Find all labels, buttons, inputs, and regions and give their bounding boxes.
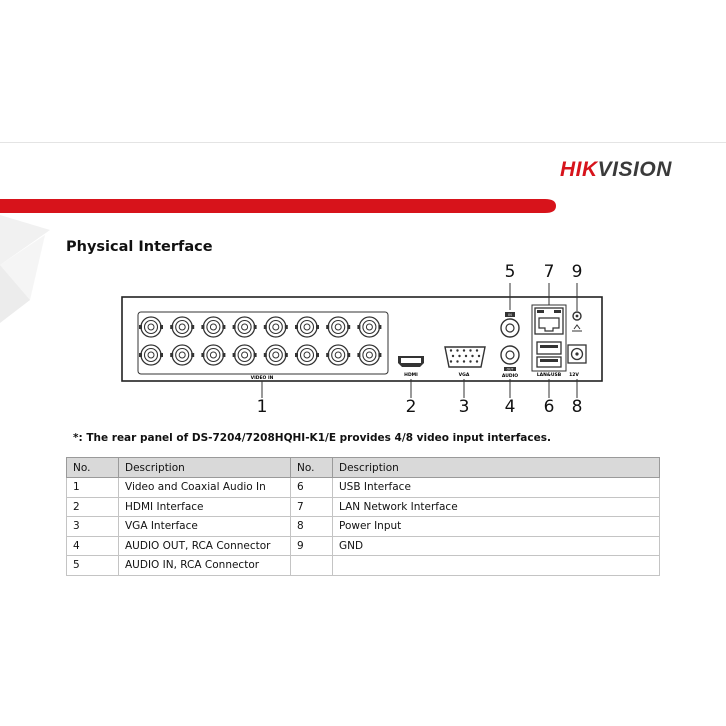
vga-pin bbox=[478, 355, 480, 357]
cell-description: LAN Network Interface bbox=[333, 497, 660, 517]
callout-5: 5 bbox=[504, 262, 516, 282]
vga-pin bbox=[476, 360, 478, 362]
callout-6: 6 bbox=[543, 397, 555, 417]
vga-pin bbox=[450, 349, 452, 351]
table-row bbox=[67, 497, 660, 517]
cell-no: 3 bbox=[67, 517, 119, 537]
cell-description: AUDIO OUT, RCA Connector bbox=[119, 536, 291, 556]
vga-pin bbox=[456, 360, 458, 362]
cell-description: AUDIO IN, RCA Connector bbox=[119, 556, 291, 576]
vga-pin bbox=[463, 349, 465, 351]
cell-no bbox=[291, 556, 333, 576]
bnc-connector bbox=[326, 345, 350, 365]
vga-pin bbox=[465, 355, 467, 357]
vga-pin bbox=[450, 360, 452, 362]
power-jack bbox=[568, 345, 586, 363]
vga-pin bbox=[476, 349, 478, 351]
cell-no: 4 bbox=[67, 536, 119, 556]
bnc-connector bbox=[264, 345, 288, 365]
bnc-connector bbox=[357, 345, 381, 365]
callout-7: 7 bbox=[543, 262, 555, 282]
header-description-1: Description bbox=[119, 458, 291, 478]
header-no-2: No. bbox=[291, 458, 333, 478]
audio-out-tag-label: OUT bbox=[506, 367, 514, 372]
section-title: Physical Interface bbox=[66, 239, 213, 255]
bnc-connector bbox=[170, 317, 194, 337]
bnc-connector bbox=[233, 345, 257, 365]
callout-9: 9 bbox=[571, 262, 583, 282]
table-row bbox=[67, 556, 660, 576]
callout-8: 8 bbox=[571, 397, 583, 417]
audio-in-tag-label: IN bbox=[508, 313, 512, 317]
cell-no: 1 bbox=[67, 478, 119, 498]
bnc-connector bbox=[170, 345, 194, 365]
bnc-connector bbox=[201, 345, 225, 365]
video-in-block bbox=[138, 312, 388, 374]
vga-pin bbox=[469, 360, 471, 362]
table-header-row bbox=[67, 458, 660, 478]
power-label: 12V bbox=[569, 373, 579, 378]
vga-pin bbox=[471, 355, 473, 357]
cell-description: Power Input bbox=[333, 517, 660, 537]
vga-pin bbox=[458, 355, 460, 357]
cell-description: HDMI Interface bbox=[119, 497, 291, 517]
interface-table bbox=[66, 457, 660, 576]
callout-3: 3 bbox=[458, 397, 470, 417]
bnc-connector bbox=[295, 317, 319, 337]
cell-no: 7 bbox=[291, 497, 333, 517]
callout-4: 4 bbox=[504, 397, 516, 417]
vga-label: VGA bbox=[458, 373, 470, 378]
vga-port bbox=[445, 347, 485, 367]
usb-port bbox=[537, 342, 561, 367]
rear-panel-outline bbox=[122, 297, 602, 381]
table-row bbox=[67, 536, 660, 556]
bnc-connector bbox=[357, 317, 381, 337]
cell-no: 6 bbox=[291, 478, 333, 498]
hdmi-label: HDMI bbox=[404, 373, 418, 378]
vga-pin bbox=[456, 349, 458, 351]
bnc-connector bbox=[139, 317, 163, 337]
vga-pin bbox=[469, 349, 471, 351]
vga-pin bbox=[463, 360, 465, 362]
lan-usb-label: LAN&USB bbox=[536, 373, 562, 378]
bnc-connector bbox=[264, 317, 288, 337]
audio-out-rca bbox=[501, 346, 519, 364]
cell-no: 2 bbox=[67, 497, 119, 517]
bnc-connector bbox=[233, 317, 257, 337]
bnc-connector bbox=[139, 345, 163, 365]
bnc-connectors bbox=[139, 317, 381, 365]
video-in-label: VIDEO IN bbox=[250, 376, 274, 381]
bnc-connector bbox=[326, 317, 350, 337]
header-description-2: Description bbox=[333, 458, 660, 478]
audio-in-rca bbox=[501, 319, 519, 337]
cell-description: USB Interface bbox=[333, 478, 660, 498]
vga-pin bbox=[452, 355, 454, 357]
bnc-connector bbox=[201, 317, 225, 337]
callout-2: 2 bbox=[405, 397, 417, 417]
cell-description: Video and Coaxial Audio In bbox=[119, 478, 291, 498]
header-no-1: No. bbox=[67, 458, 119, 478]
cell-description: VGA Interface bbox=[119, 517, 291, 537]
cell-no: 8 bbox=[291, 517, 333, 537]
audio-label: AUDIO bbox=[501, 374, 519, 379]
cell-no: 9 bbox=[291, 536, 333, 556]
callout-1: 1 bbox=[256, 397, 268, 417]
cell-no: 5 bbox=[67, 556, 119, 576]
panel-note: *: The rear panel of DS-7204/7208HQHI-K1/E provides 4/8 video input interfaces. bbox=[73, 432, 551, 444]
hikvision-logo: HIKVISION bbox=[560, 158, 672, 181]
gnd-terminal bbox=[572, 312, 582, 331]
cell-description: GND bbox=[333, 536, 660, 556]
lan-port bbox=[535, 308, 563, 334]
cell-description bbox=[333, 556, 660, 576]
table-row bbox=[67, 478, 660, 498]
table-row bbox=[67, 517, 660, 537]
bnc-connector bbox=[295, 345, 319, 365]
hdmi-port bbox=[398, 356, 424, 367]
